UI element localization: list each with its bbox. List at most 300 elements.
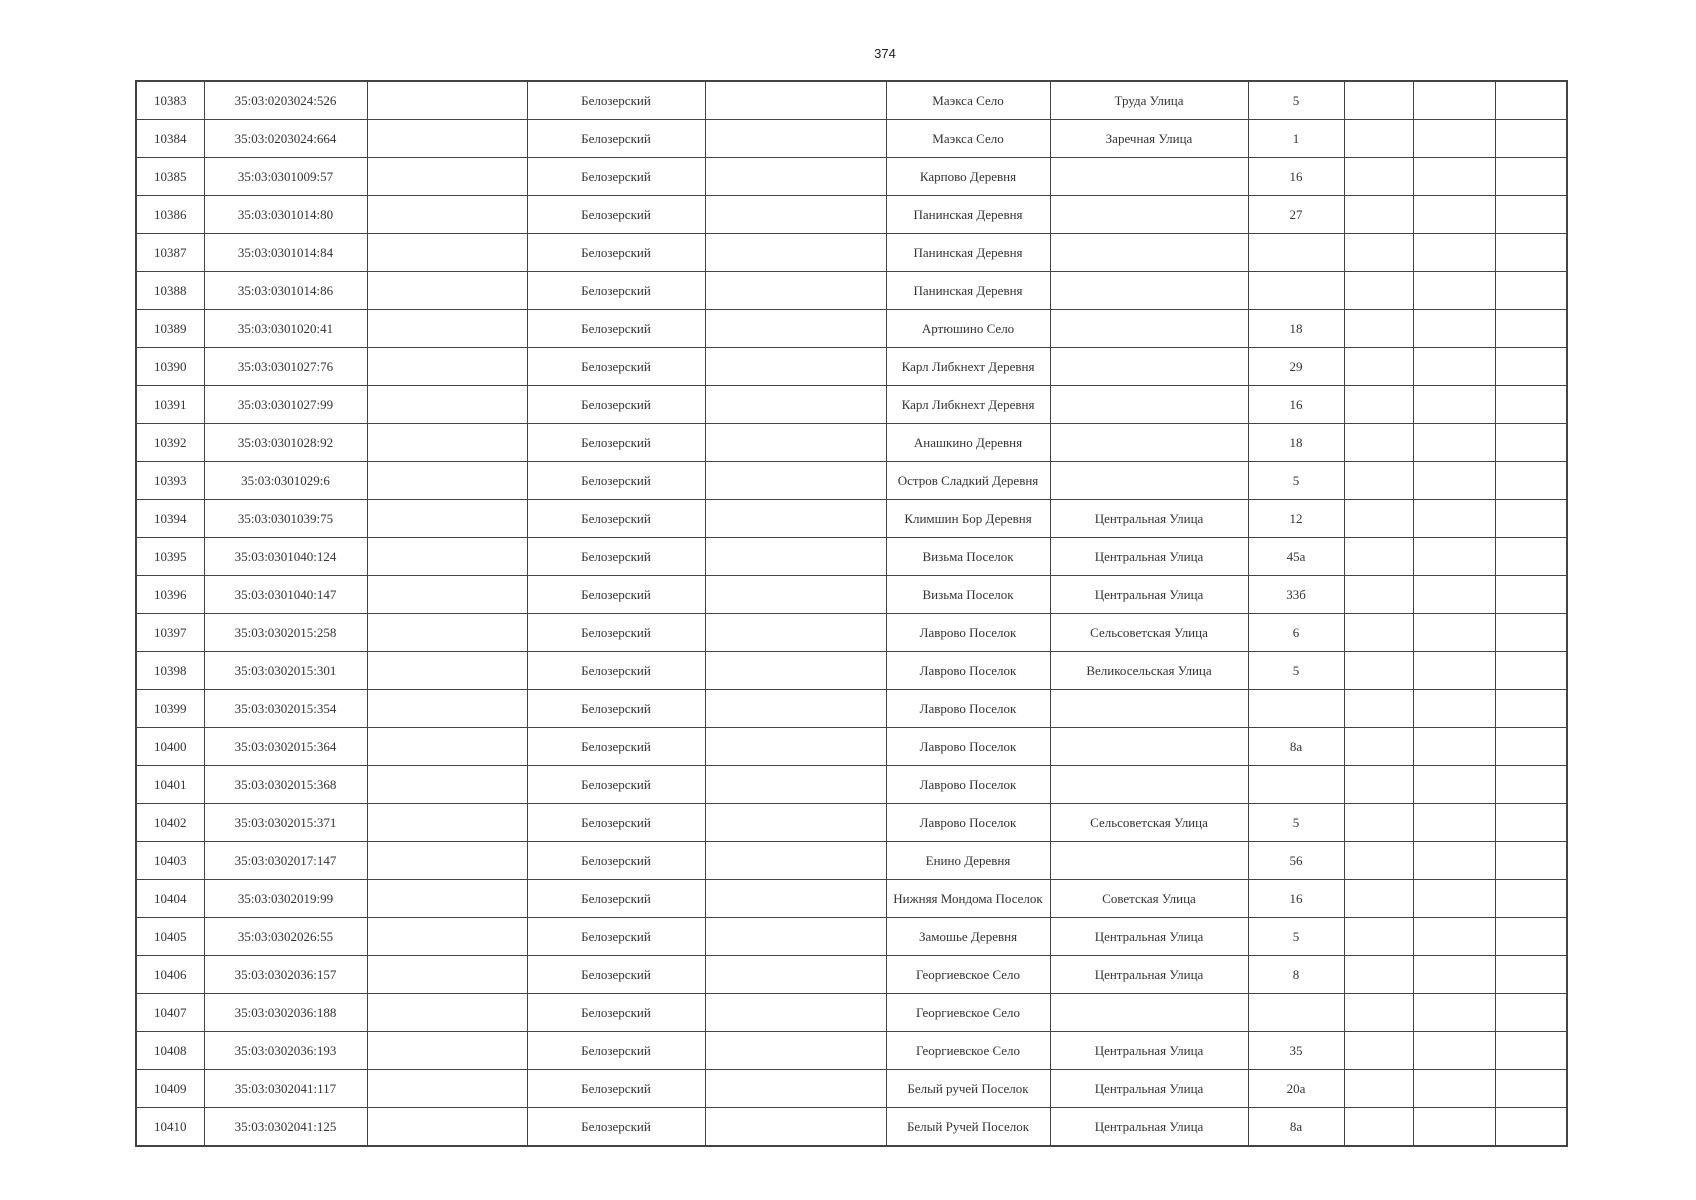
empty-col-3-cell xyxy=(367,196,527,234)
empty-col-11-cell xyxy=(1495,994,1567,1032)
empty-col-9-cell xyxy=(1344,120,1413,158)
street-cell xyxy=(1050,994,1248,1032)
empty-col-3-cell xyxy=(367,918,527,956)
empty-col-5-cell xyxy=(705,728,886,766)
empty-col-5-cell xyxy=(705,1032,886,1070)
house-number-cell: 5 xyxy=(1248,804,1344,842)
empty-col-11-cell xyxy=(1495,690,1567,728)
empty-col-3-cell xyxy=(367,386,527,424)
empty-col-3-cell xyxy=(367,500,527,538)
empty-col-3-cell xyxy=(367,994,527,1032)
district-cell: Белозерский xyxy=(527,120,705,158)
house-number-cell: 5 xyxy=(1248,918,1344,956)
empty-col-11-cell xyxy=(1495,196,1567,234)
house-number-cell: 8а xyxy=(1248,1108,1344,1147)
district-cell: Белозерский xyxy=(527,424,705,462)
empty-col-11-cell xyxy=(1495,1108,1567,1147)
empty-col-3-cell xyxy=(367,158,527,196)
empty-col-11-cell xyxy=(1495,386,1567,424)
empty-col-5-cell xyxy=(705,500,886,538)
row-number-cell: 10405 xyxy=(136,918,204,956)
house-number-cell: 1 xyxy=(1248,120,1344,158)
empty-col-3-cell xyxy=(367,842,527,880)
street-cell xyxy=(1050,728,1248,766)
empty-col-10-cell xyxy=(1413,728,1495,766)
empty-col-10-cell xyxy=(1413,956,1495,994)
street-cell xyxy=(1050,310,1248,348)
cadastral-number-cell: 35:03:0301014:80 xyxy=(204,196,367,234)
table-row xyxy=(136,1070,1567,1108)
cadastral-number-cell: 35:03:0302036:188 xyxy=(204,994,367,1032)
empty-col-5-cell xyxy=(705,994,886,1032)
empty-col-10-cell xyxy=(1413,386,1495,424)
empty-col-3-cell xyxy=(367,614,527,652)
empty-col-5-cell xyxy=(705,386,886,424)
cadastral-number-cell: 35:03:0301039:75 xyxy=(204,500,367,538)
table-row xyxy=(136,576,1567,614)
empty-col-3-cell xyxy=(367,81,527,120)
house-number-cell: 27 xyxy=(1248,196,1344,234)
settlement-cell: Панинская Деревня xyxy=(886,234,1050,272)
house-number-cell: 5 xyxy=(1248,81,1344,120)
street-cell: Сельсоветская Улица xyxy=(1050,804,1248,842)
district-cell: Белозерский xyxy=(527,386,705,424)
row-number-cell: 10399 xyxy=(136,690,204,728)
settlement-cell: Георгиевское Село xyxy=(886,994,1050,1032)
house-number-cell: 8а xyxy=(1248,728,1344,766)
settlement-cell: Георгиевское Село xyxy=(886,956,1050,994)
district-cell: Белозерский xyxy=(527,348,705,386)
table-row xyxy=(136,386,1567,424)
table-row xyxy=(136,500,1567,538)
empty-col-5-cell xyxy=(705,652,886,690)
table-row xyxy=(136,310,1567,348)
empty-col-5-cell xyxy=(705,576,886,614)
row-number-cell: 10396 xyxy=(136,576,204,614)
district-cell: Белозерский xyxy=(527,880,705,918)
empty-col-11-cell xyxy=(1495,272,1567,310)
empty-col-10-cell xyxy=(1413,158,1495,196)
empty-col-9-cell xyxy=(1344,842,1413,880)
empty-col-11-cell xyxy=(1495,424,1567,462)
house-number-cell: 56 xyxy=(1248,842,1344,880)
cadastral-number-cell: 35:03:0302017:147 xyxy=(204,842,367,880)
settlement-cell: Замошье Деревня xyxy=(886,918,1050,956)
street-cell: Великосельская Улица xyxy=(1050,652,1248,690)
empty-col-11-cell xyxy=(1495,766,1567,804)
row-number-cell: 10406 xyxy=(136,956,204,994)
cadastral-number-cell: 35:03:0301040:147 xyxy=(204,576,367,614)
district-cell: Белозерский xyxy=(527,918,705,956)
settlement-cell: Панинская Деревня xyxy=(886,196,1050,234)
row-number-cell: 10401 xyxy=(136,766,204,804)
empty-col-10-cell xyxy=(1413,196,1495,234)
empty-col-3-cell xyxy=(367,272,527,310)
empty-col-10-cell xyxy=(1413,1108,1495,1147)
empty-col-9-cell xyxy=(1344,272,1413,310)
street-cell xyxy=(1050,272,1248,310)
district-cell: Белозерский xyxy=(527,500,705,538)
settlement-cell: Нижняя Мондома Поселок xyxy=(886,880,1050,918)
empty-col-10-cell xyxy=(1413,880,1495,918)
table-row xyxy=(136,842,1567,880)
empty-col-11-cell xyxy=(1495,348,1567,386)
row-number-cell: 10393 xyxy=(136,462,204,500)
empty-col-5-cell xyxy=(705,234,886,272)
empty-col-11-cell xyxy=(1495,576,1567,614)
district-cell: Белозерский xyxy=(527,614,705,652)
street-cell xyxy=(1050,348,1248,386)
empty-col-10-cell xyxy=(1413,348,1495,386)
empty-col-10-cell xyxy=(1413,462,1495,500)
district-cell: Белозерский xyxy=(527,196,705,234)
cadastral-number-cell: 35:03:0301020:41 xyxy=(204,310,367,348)
street-cell: Труда Улица xyxy=(1050,81,1248,120)
empty-col-9-cell xyxy=(1344,766,1413,804)
empty-col-10-cell xyxy=(1413,690,1495,728)
district-cell: Белозерский xyxy=(527,994,705,1032)
empty-col-3-cell xyxy=(367,804,527,842)
empty-col-10-cell xyxy=(1413,120,1495,158)
street-cell xyxy=(1050,462,1248,500)
settlement-cell: Остров Сладкий Деревня xyxy=(886,462,1050,500)
empty-col-3-cell xyxy=(367,234,527,272)
street-cell: Центральная Улица xyxy=(1050,538,1248,576)
empty-col-11-cell xyxy=(1495,120,1567,158)
house-number-cell: 6 xyxy=(1248,614,1344,652)
district-cell: Белозерский xyxy=(527,234,705,272)
district-cell: Белозерский xyxy=(527,310,705,348)
empty-col-10-cell xyxy=(1413,538,1495,576)
house-number-cell: 5 xyxy=(1248,652,1344,690)
empty-col-3-cell xyxy=(367,462,527,500)
empty-col-10-cell xyxy=(1413,272,1495,310)
cadastral-number-cell: 35:03:0302041:117 xyxy=(204,1070,367,1108)
house-number-cell: 16 xyxy=(1248,158,1344,196)
row-number-cell: 10410 xyxy=(136,1108,204,1147)
house-number-cell: 8 xyxy=(1248,956,1344,994)
district-cell: Белозерский xyxy=(527,842,705,880)
empty-col-5-cell xyxy=(705,120,886,158)
house-number-cell: 20а xyxy=(1248,1070,1344,1108)
house-number-cell: 35 xyxy=(1248,1032,1344,1070)
row-number-cell: 10404 xyxy=(136,880,204,918)
settlement-cell: Визьма Поселок xyxy=(886,576,1050,614)
empty-col-10-cell xyxy=(1413,994,1495,1032)
settlement-cell: Лаврово Поселок xyxy=(886,614,1050,652)
empty-col-3-cell xyxy=(367,310,527,348)
district-cell: Белозерский xyxy=(527,1070,705,1108)
row-number-cell: 10390 xyxy=(136,348,204,386)
settlement-cell: Карпово Деревня xyxy=(886,158,1050,196)
empty-col-9-cell xyxy=(1344,424,1413,462)
cadastral-number-cell: 35:03:0302041:125 xyxy=(204,1108,367,1147)
table-row xyxy=(136,272,1567,310)
cadastral-number-cell: 35:03:0301028:92 xyxy=(204,424,367,462)
table-row xyxy=(136,462,1567,500)
empty-col-9-cell xyxy=(1344,538,1413,576)
table-row xyxy=(136,120,1567,158)
street-cell: Центральная Улица xyxy=(1050,576,1248,614)
house-number-cell: 5 xyxy=(1248,462,1344,500)
page-number: 374 xyxy=(874,46,896,61)
street-cell xyxy=(1050,842,1248,880)
table-row xyxy=(136,81,1567,120)
empty-col-11-cell xyxy=(1495,918,1567,956)
house-number-cell: 16 xyxy=(1248,386,1344,424)
row-number-cell: 10395 xyxy=(136,538,204,576)
settlement-cell: Георгиевское Село xyxy=(886,1032,1050,1070)
district-cell: Белозерский xyxy=(527,652,705,690)
empty-col-5-cell xyxy=(705,956,886,994)
empty-col-11-cell xyxy=(1495,880,1567,918)
street-cell xyxy=(1050,424,1248,462)
empty-col-11-cell xyxy=(1495,804,1567,842)
table-row xyxy=(136,804,1567,842)
table-row xyxy=(136,766,1567,804)
empty-col-3-cell xyxy=(367,690,527,728)
empty-col-3-cell xyxy=(367,538,527,576)
street-cell: Центральная Улица xyxy=(1050,956,1248,994)
empty-col-9-cell xyxy=(1344,690,1413,728)
settlement-cell: Маэкса Село xyxy=(886,81,1050,120)
settlement-cell: Белый Ручей Поселок xyxy=(886,1108,1050,1147)
table-row xyxy=(136,1108,1567,1147)
empty-col-3-cell xyxy=(367,1108,527,1147)
settlement-cell: Карл Либкнехт Деревня xyxy=(886,348,1050,386)
empty-col-9-cell xyxy=(1344,614,1413,652)
empty-col-9-cell xyxy=(1344,880,1413,918)
empty-col-10-cell xyxy=(1413,234,1495,272)
street-cell xyxy=(1050,386,1248,424)
house-number-cell: 18 xyxy=(1248,310,1344,348)
settlement-cell: Панинская Деревня xyxy=(886,272,1050,310)
street-cell: Советская Улица xyxy=(1050,880,1248,918)
cadastral-number-cell: 35:03:0301040:124 xyxy=(204,538,367,576)
cadastral-number-cell: 35:03:0302019:99 xyxy=(204,880,367,918)
empty-col-11-cell xyxy=(1495,310,1567,348)
table-row xyxy=(136,424,1567,462)
street-cell: Сельсоветская Улица xyxy=(1050,614,1248,652)
empty-col-3-cell xyxy=(367,1032,527,1070)
cadastral-number-cell: 35:03:0203024:664 xyxy=(204,120,367,158)
row-number-cell: 10391 xyxy=(136,386,204,424)
empty-col-5-cell xyxy=(705,462,886,500)
empty-col-9-cell xyxy=(1344,576,1413,614)
empty-col-3-cell xyxy=(367,652,527,690)
house-number-cell: 16 xyxy=(1248,880,1344,918)
empty-col-11-cell xyxy=(1495,842,1567,880)
table-row xyxy=(136,652,1567,690)
empty-col-11-cell xyxy=(1495,538,1567,576)
empty-col-5-cell xyxy=(705,158,886,196)
empty-col-11-cell xyxy=(1495,1032,1567,1070)
street-cell xyxy=(1050,196,1248,234)
empty-col-9-cell xyxy=(1344,81,1413,120)
empty-col-9-cell xyxy=(1344,1108,1413,1147)
empty-col-10-cell xyxy=(1413,614,1495,652)
house-number-cell: 33б xyxy=(1248,576,1344,614)
settlement-cell: Маэкса Село xyxy=(886,120,1050,158)
empty-col-5-cell xyxy=(705,310,886,348)
empty-col-10-cell xyxy=(1413,766,1495,804)
settlement-cell: Лаврово Поселок xyxy=(886,766,1050,804)
row-number-cell: 10386 xyxy=(136,196,204,234)
cadastral-number-cell: 35:03:0302015:368 xyxy=(204,766,367,804)
district-cell: Белозерский xyxy=(527,690,705,728)
cadastral-number-cell: 35:03:0302036:193 xyxy=(204,1032,367,1070)
district-cell: Белозерский xyxy=(527,728,705,766)
empty-col-3-cell xyxy=(367,1070,527,1108)
empty-col-9-cell xyxy=(1344,500,1413,538)
empty-col-3-cell xyxy=(367,880,527,918)
cadastral-number-cell: 35:03:0203024:526 xyxy=(204,81,367,120)
cadastral-number-cell: 35:03:0301009:57 xyxy=(204,158,367,196)
empty-col-9-cell xyxy=(1344,310,1413,348)
empty-col-11-cell xyxy=(1495,500,1567,538)
empty-col-3-cell xyxy=(367,766,527,804)
row-number-cell: 10389 xyxy=(136,310,204,348)
cadastral-number-cell: 35:03:0302036:157 xyxy=(204,956,367,994)
empty-col-11-cell xyxy=(1495,652,1567,690)
house-number-cell: 45а xyxy=(1248,538,1344,576)
house-number-cell xyxy=(1248,994,1344,1032)
empty-col-9-cell xyxy=(1344,462,1413,500)
empty-col-5-cell xyxy=(705,272,886,310)
empty-col-10-cell xyxy=(1413,652,1495,690)
empty-col-11-cell xyxy=(1495,158,1567,196)
empty-col-5-cell xyxy=(705,1070,886,1108)
settlement-cell: Лаврово Поселок xyxy=(886,728,1050,766)
table-row xyxy=(136,196,1567,234)
row-number-cell: 10400 xyxy=(136,728,204,766)
street-cell: Заречная Улица xyxy=(1050,120,1248,158)
empty-col-10-cell xyxy=(1413,918,1495,956)
empty-col-5-cell xyxy=(705,880,886,918)
empty-col-11-cell xyxy=(1495,81,1567,120)
table-row xyxy=(136,1032,1567,1070)
empty-col-9-cell xyxy=(1344,386,1413,424)
row-number-cell: 10383 xyxy=(136,81,204,120)
street-cell: Центральная Улица xyxy=(1050,1070,1248,1108)
empty-col-3-cell xyxy=(367,576,527,614)
street-cell xyxy=(1050,690,1248,728)
empty-col-5-cell xyxy=(705,1108,886,1147)
empty-col-11-cell xyxy=(1495,614,1567,652)
district-cell: Белозерский xyxy=(527,1032,705,1070)
street-cell: Центральная Улица xyxy=(1050,500,1248,538)
empty-col-5-cell xyxy=(705,690,886,728)
empty-col-10-cell xyxy=(1413,424,1495,462)
empty-col-5-cell xyxy=(705,842,886,880)
row-number-cell: 10388 xyxy=(136,272,204,310)
empty-col-5-cell xyxy=(705,424,886,462)
empty-col-5-cell xyxy=(705,614,886,652)
cadastral-number-cell: 35:03:0302015:364 xyxy=(204,728,367,766)
table-row xyxy=(136,880,1567,918)
row-number-cell: 10408 xyxy=(136,1032,204,1070)
house-number-cell xyxy=(1248,766,1344,804)
district-cell: Белозерский xyxy=(527,804,705,842)
empty-col-3-cell xyxy=(367,424,527,462)
street-cell xyxy=(1050,158,1248,196)
district-cell: Белозерский xyxy=(527,81,705,120)
street-cell xyxy=(1050,766,1248,804)
row-number-cell: 10384 xyxy=(136,120,204,158)
empty-col-9-cell xyxy=(1344,652,1413,690)
district-cell: Белозерский xyxy=(527,538,705,576)
table-row xyxy=(136,348,1567,386)
row-number-cell: 10387 xyxy=(136,234,204,272)
table-row xyxy=(136,994,1567,1032)
settlement-cell: Белый ручей Поселок xyxy=(886,1070,1050,1108)
table-row xyxy=(136,728,1567,766)
district-cell: Белозерский xyxy=(527,272,705,310)
cadastral-number-cell: 35:03:0301027:76 xyxy=(204,348,367,386)
empty-col-9-cell xyxy=(1344,804,1413,842)
table-row xyxy=(136,690,1567,728)
empty-col-10-cell xyxy=(1413,842,1495,880)
district-cell: Белозерский xyxy=(527,158,705,196)
house-number-cell xyxy=(1248,234,1344,272)
property-registry-table xyxy=(135,80,1568,1147)
settlement-cell: Лаврово Поселок xyxy=(886,690,1050,728)
table-row xyxy=(136,614,1567,652)
empty-col-9-cell xyxy=(1344,158,1413,196)
district-cell: Белозерский xyxy=(527,576,705,614)
cadastral-number-cell: 35:03:0301014:86 xyxy=(204,272,367,310)
empty-col-9-cell xyxy=(1344,1032,1413,1070)
cadastral-number-cell: 35:03:0302015:258 xyxy=(204,614,367,652)
street-cell: Центральная Улица xyxy=(1050,1032,1248,1070)
empty-col-5-cell xyxy=(705,81,886,120)
settlement-cell: Визьма Поселок xyxy=(886,538,1050,576)
empty-col-9-cell xyxy=(1344,728,1413,766)
empty-col-10-cell xyxy=(1413,576,1495,614)
house-number-cell: 29 xyxy=(1248,348,1344,386)
row-number-cell: 10403 xyxy=(136,842,204,880)
table-row xyxy=(136,538,1567,576)
settlement-cell: Лаврово Поселок xyxy=(886,804,1050,842)
cadastral-number-cell: 35:03:0302015:354 xyxy=(204,690,367,728)
row-number-cell: 10402 xyxy=(136,804,204,842)
empty-col-10-cell xyxy=(1413,81,1495,120)
empty-col-10-cell xyxy=(1413,1032,1495,1070)
empty-col-9-cell xyxy=(1344,196,1413,234)
house-number-cell: 18 xyxy=(1248,424,1344,462)
table-row xyxy=(136,234,1567,272)
row-number-cell: 10409 xyxy=(136,1070,204,1108)
empty-col-9-cell xyxy=(1344,994,1413,1032)
row-number-cell: 10398 xyxy=(136,652,204,690)
empty-col-5-cell xyxy=(705,348,886,386)
empty-col-11-cell xyxy=(1495,1070,1567,1108)
empty-col-9-cell xyxy=(1344,234,1413,272)
street-cell xyxy=(1050,234,1248,272)
house-number-cell: 12 xyxy=(1248,500,1344,538)
empty-col-9-cell xyxy=(1344,1070,1413,1108)
cadastral-number-cell: 35:03:0302015:301 xyxy=(204,652,367,690)
empty-col-5-cell xyxy=(705,918,886,956)
settlement-cell: Карл Либкнехт Деревня xyxy=(886,386,1050,424)
empty-col-11-cell xyxy=(1495,234,1567,272)
house-number-cell xyxy=(1248,690,1344,728)
row-number-cell: 10397 xyxy=(136,614,204,652)
district-cell: Белозерский xyxy=(527,766,705,804)
empty-col-3-cell xyxy=(367,956,527,994)
settlement-cell: Артюшино Село xyxy=(886,310,1050,348)
cadastral-number-cell: 35:03:0301014:84 xyxy=(204,234,367,272)
